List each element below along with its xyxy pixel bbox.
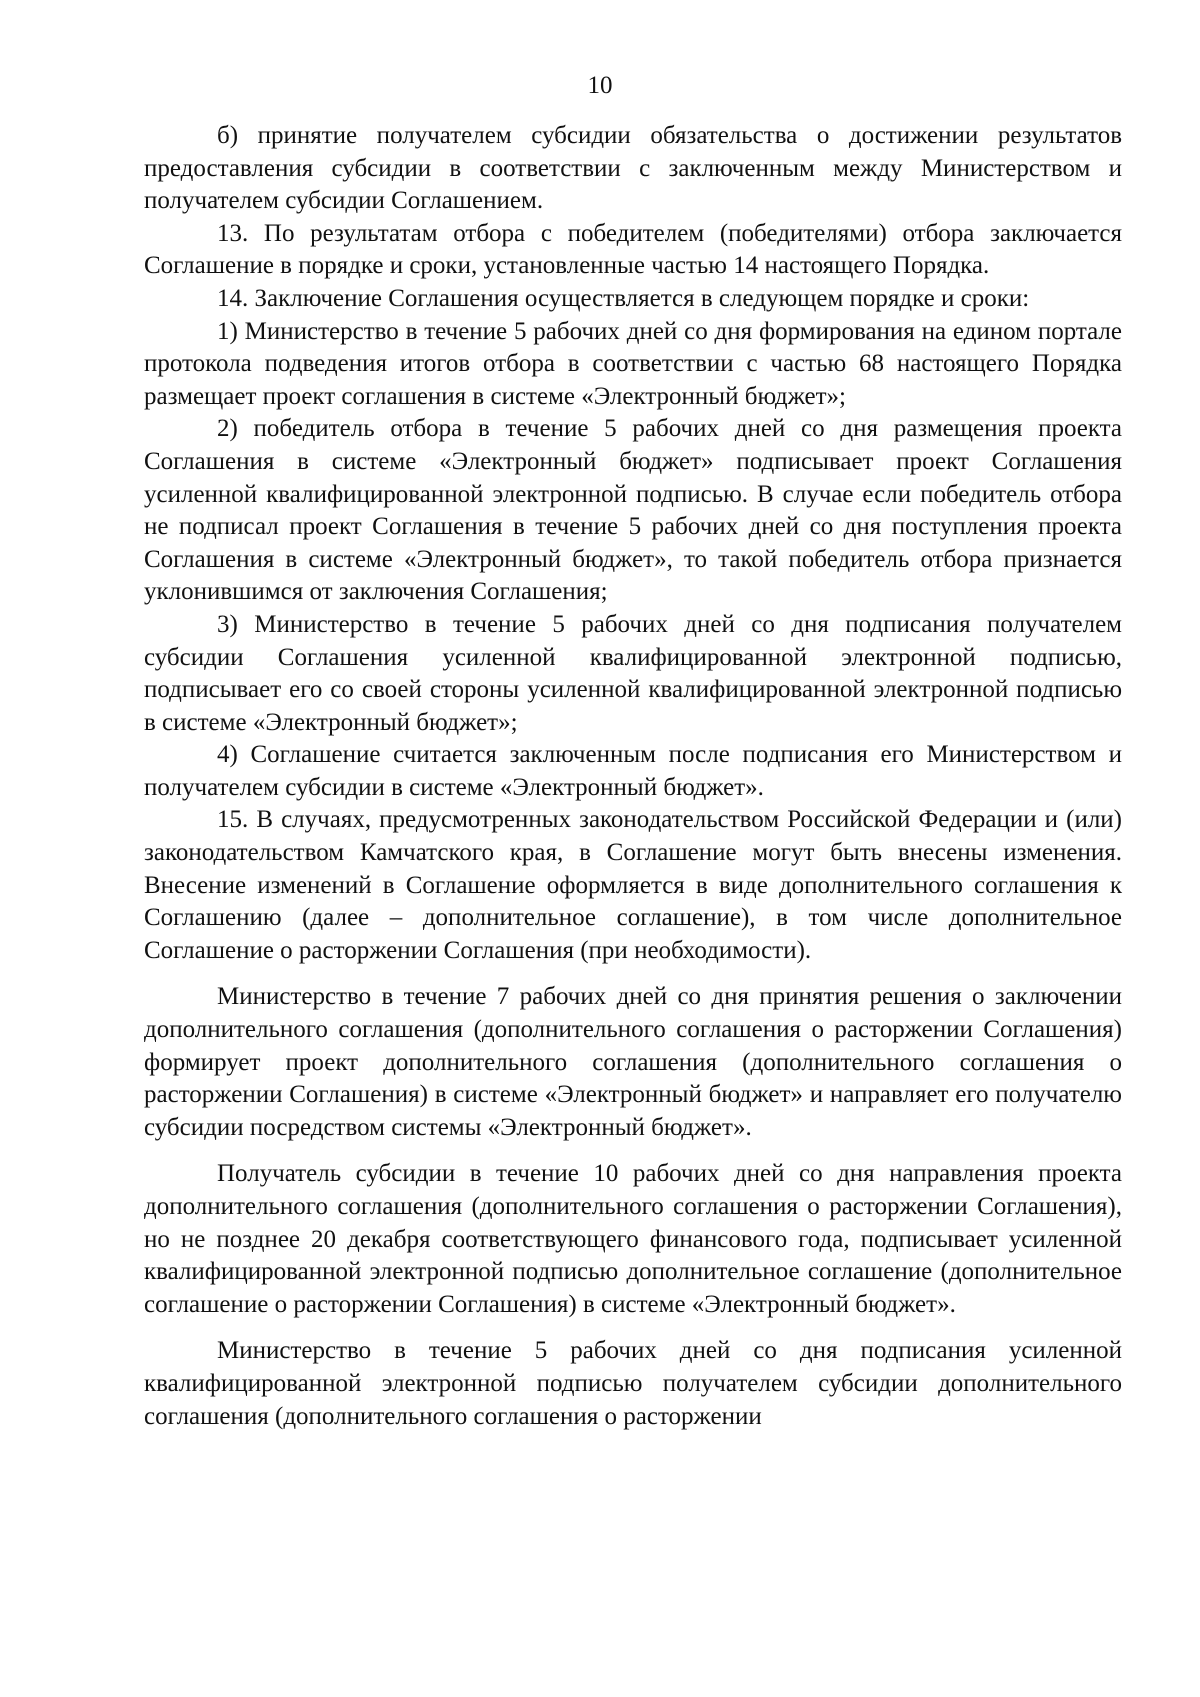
paragraph-15: 15. В случаях, предусмотренных законодательством Российской Федерации и (или) законодательством Камчатского края, в Соглашение могут быть внесены изменения. Внесение изменений в Соглашение оформляется в виде дополнительного соглашения к Соглашению (далее – дополнительное соглашение), в том числе дополнительное Соглашение о расторжении Соглашения (при необходимости). <box>144 806 1122 964</box>
paragraph-14-item-1: 1) Министерство в течение 5 рабочих дней со дня формирования на едином портале протокола подведения итогов отбора в соответствии с частью 68 настоящего Порядка размещает проект соглашения в системе «Электронный бюджет»; <box>144 317 1122 410</box>
paragraph-b-obligation: б) принятие получателем субсидии обязательства о достижении результатов предоставления субсидии в соответствии с заключенным между Министерством и получателем субсидии Соглашением. <box>144 122 1122 215</box>
paragraph-15-ministry-signs: Министерство в течение 5 рабочих дней со дня подписания усиленной квалифицированной электронной подписью получателем субсидии дополнительного соглашения (дополнительного соглашения о расторжении <box>144 1337 1122 1430</box>
paragraph-15-recipient-signs: Получатель субсидии в течение 10 рабочих дней со дня направления проекта дополнительного соглашения (дополнительного соглашения о расторжении Соглашения), но не позднее 20 декабря соответствующего финансового года, подписывает усиленной квалифицированной электронной подписью дополнительное соглашение (дополнительное соглашение о расторжении Соглашения) в системе «Электронный бюджет». <box>144 1160 1122 1318</box>
document-body <box>144 120 1122 1433</box>
paragraph-13: 13. По результатам отбора с победителем (победителями) отбора заключается Соглашение в порядке и сроки, установленные частью 14 настоящего Порядка. <box>144 219 1122 280</box>
paragraph-14-item-4: 4) Соглашение считается заключенным после подписания его Министерством и получателем субсидии в системе «Электронный бюджет». <box>144 741 1122 801</box>
paragraph-14-item-3: 3) Министерство в течение 5 рабочих дней со дня подписания получателем субсидии Соглашения усиленной квалифицированной электронной подписью, подписывает его со своей стороны усиленной квалифицированной электронной подписью в системе «Электронный бюджет»; <box>144 610 1122 736</box>
page-number: 10 <box>587 72 613 99</box>
paragraph-14: 14. Заключение Соглашения осуществляется в следующем порядке и сроки: <box>217 284 1030 312</box>
paragraph-14-item-2: 2) победитель отбора в течение 5 рабочих дней со дня размещения проекта Соглашения в системе «Электронный бюджет» подписывает проект Соглашения усиленной квалифицированной электронной подписью. В случае если победитель отбора не подписал проект Соглашения в течение 5 рабочих дней со дня поступления проекта Соглашения в системе «Электронный бюджет», то такой победитель отбора признается уклонившимся от заключения Соглашения; <box>144 415 1122 606</box>
paragraph-15-ministry-draft: Министерство в течение 7 рабочих дней со дня принятия решения о заключении дополнительного соглашения (дополнительного соглашения о расторжении Соглашения) формирует проект дополнительного соглашения (дополнительного соглашения о расторжении Соглашения) в системе «Электронный бюджет» и направляет его получателю субсидии посредством системы «Электронный бюджет». <box>144 983 1122 1141</box>
